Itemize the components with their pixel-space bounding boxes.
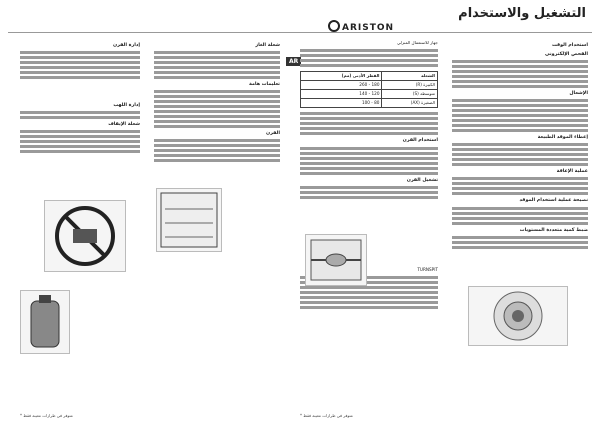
table-cell: 80 - 100 xyxy=(301,99,382,108)
heading: ضبط كمية متعددة المستويات xyxy=(519,227,588,233)
table-cell: الصغيرة (AX) xyxy=(382,99,438,108)
heading: إدارة الفرن xyxy=(113,43,140,48)
text-block xyxy=(300,186,438,199)
turnspit-label: TURNSPIT xyxy=(417,266,438,272)
heading: الفرن xyxy=(266,131,280,137)
intro-text: جهاز للاستعمال المنزلي xyxy=(397,40,438,45)
footnote-right: * متوفر في طرازات معينة فقط xyxy=(300,413,353,418)
text-block xyxy=(300,147,438,175)
oven-interior-illustration xyxy=(156,188,222,252)
table-row xyxy=(301,81,438,90)
text-block xyxy=(20,51,140,79)
column-center-left xyxy=(154,40,280,164)
text-block xyxy=(20,111,140,119)
page-title: التشغيل والاستخدام xyxy=(458,6,586,21)
table-row xyxy=(301,90,438,99)
oven-turnspit-illustration xyxy=(305,234,367,286)
header-divider xyxy=(8,32,592,33)
heading: نصيحة عملية استخدام الموقد xyxy=(519,198,588,204)
text-block xyxy=(452,143,588,166)
heading: إدارة اللهب xyxy=(113,103,140,109)
heading: استخدام الفرن xyxy=(402,138,438,144)
heading: الفحص الإلكتروني xyxy=(545,52,588,58)
text-block xyxy=(452,60,588,88)
table-cell: الكبيرة (R) xyxy=(382,81,438,90)
table-cell: 180 - 260 xyxy=(301,81,382,90)
text-block xyxy=(300,112,438,135)
table-cell: 120 - 140 xyxy=(301,90,382,99)
heading: عملية الإعاقة xyxy=(556,169,588,175)
text-block xyxy=(452,236,588,249)
heading: الإشعال xyxy=(569,91,588,97)
no-cover-warning-illustration xyxy=(44,200,126,272)
column-left xyxy=(20,40,140,155)
table-header: القطر الأدنى (مم) xyxy=(301,72,382,81)
table-cell: متوسطة (S) xyxy=(382,90,438,99)
text-block xyxy=(154,90,280,128)
text-block xyxy=(452,177,588,195)
burner-table xyxy=(300,71,438,108)
language-badge: AR xyxy=(286,57,301,66)
column-right xyxy=(452,40,588,251)
heading: إعطاء الموقد الطبيعة xyxy=(537,135,588,141)
text-block xyxy=(452,207,588,225)
heading: استخدام الوقت xyxy=(551,43,588,48)
text-block xyxy=(20,130,140,153)
text-block xyxy=(300,49,438,67)
text-block xyxy=(452,99,588,132)
burner-illustration xyxy=(468,286,568,346)
text-block xyxy=(154,51,280,79)
gas-bottle-illustration xyxy=(20,290,70,354)
heading: تشغيل الفرن xyxy=(406,177,438,183)
logo-ring-icon xyxy=(328,20,340,32)
brand-name: ARISTON xyxy=(342,23,395,33)
heading: تعليمات هامة xyxy=(249,82,280,88)
table-row xyxy=(301,99,438,108)
table-header: الشعلة xyxy=(382,72,438,81)
heading: شعلة الغاز xyxy=(255,43,280,48)
footnote-left: * متوفر في طرازات معينة فقط xyxy=(20,413,73,418)
text-block xyxy=(154,139,280,162)
heading: شعلة الإيقاف xyxy=(108,122,140,128)
